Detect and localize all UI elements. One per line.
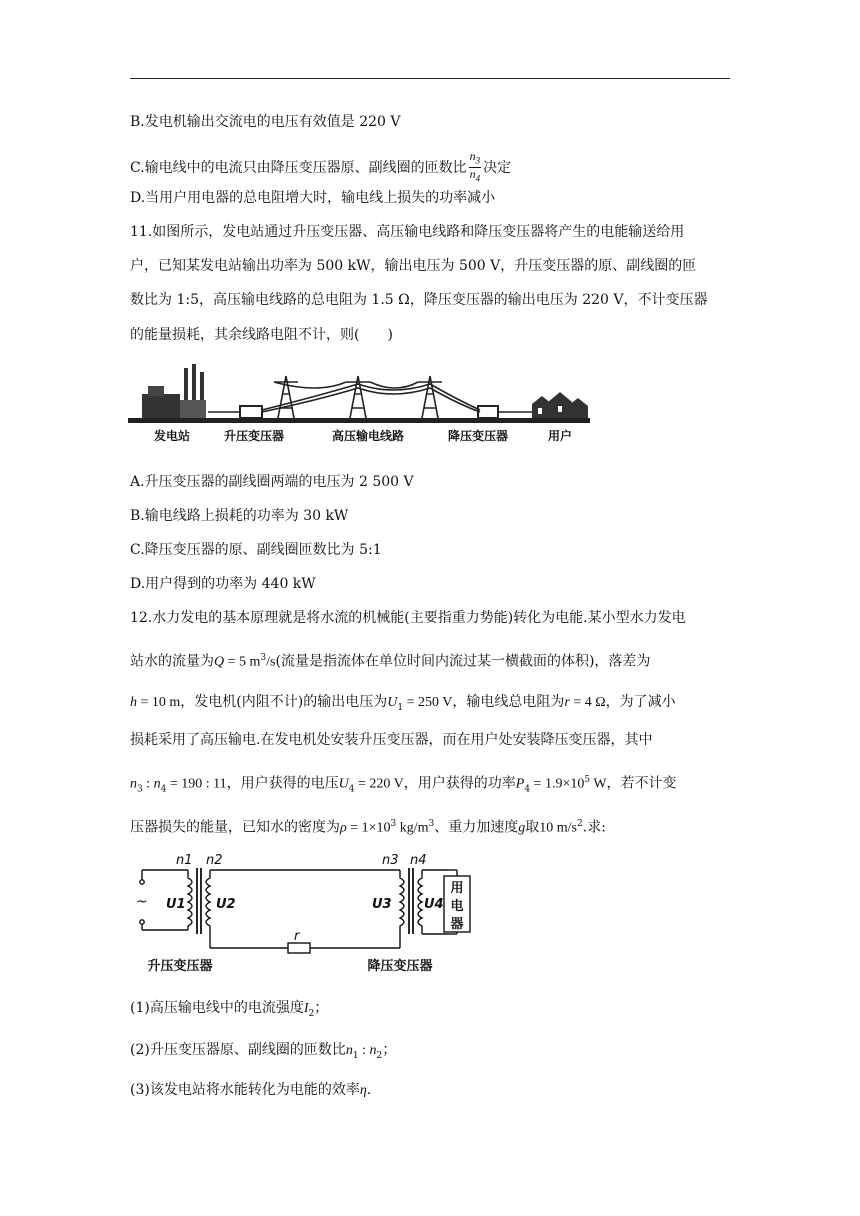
- power-unit: W: [590, 776, 607, 792]
- subscript: 4: [524, 784, 531, 795]
- turns-ratio-value: = 190 : 11: [166, 776, 227, 792]
- turns-symbol: n: [345, 1043, 353, 1058]
- step-up-transformer-icon: [208, 406, 262, 418]
- load-label-3: 器: [450, 917, 464, 932]
- subscript: 4: [160, 784, 167, 795]
- colon: :: [142, 776, 154, 792]
- figure-label-hv-line: 高压输电线路: [331, 429, 405, 443]
- power-transmission-figure: [128, 362, 592, 446]
- step-up-label: 升压变压器: [147, 959, 213, 974]
- ground-base: [128, 418, 590, 423]
- q10-option-c: [130, 150, 511, 186]
- label-U1: U1: [166, 897, 186, 912]
- subscript: 4: [348, 784, 355, 795]
- label-U4: U4: [424, 897, 444, 912]
- q10-option-c-text: C.输电线中的电流只由降压变压器原、副线圈的匝数比: [130, 159, 467, 176]
- q12-sub3: [130, 1080, 371, 1101]
- q12-sub3-text: (3)该发电站将水能转化为电能的效率: [130, 1082, 360, 1098]
- q12-sub2: [130, 1040, 396, 1066]
- turns-symbol: n: [153, 776, 161, 792]
- q12-stem-line1: 12.水力发电的基本原理就是将水流的机械能(主要指重力势能)转化为电能.某小型水力发电: [130, 610, 686, 626]
- step-down-transformer-icon: [478, 406, 532, 418]
- q12-stem-line2: [130, 648, 650, 673]
- q11-stem-line1: 11.如图所示，发电站通过升压变压器、高压输电线路和降压变压器将产生的电能输送给用: [130, 224, 685, 240]
- q12-stem-line3: [130, 692, 676, 718]
- q12-text: .求:: [582, 819, 606, 836]
- voltage-value: = 250 V: [403, 695, 453, 710]
- q12-text: ，若不计变: [606, 775, 677, 792]
- resistance-symbol: r: [564, 695, 570, 710]
- current-symbol: I: [303, 1001, 309, 1016]
- density-symbol: ρ: [340, 820, 347, 836]
- q12-sub1-tail: ；: [314, 1000, 329, 1016]
- q12-text: (流量是指流体在单位时间内流过某一横截面的体积)，落差为: [275, 653, 651, 670]
- efficiency-symbol: η: [359, 1083, 367, 1098]
- q12-sub2-tail: ；: [382, 1042, 397, 1058]
- fraction-numerator-sub: 3: [475, 155, 481, 166]
- exponent: 3: [390, 819, 397, 829]
- q11-option-d: D.用户得到的功率为 440 kW: [130, 576, 316, 592]
- q12-text: 站水的流量为: [130, 653, 214, 670]
- fraction-denominator-sub: 4: [475, 173, 481, 184]
- resistance-value: = 4 Ω: [569, 695, 606, 710]
- q12-text: 、重力加速度: [434, 819, 519, 836]
- density-value: = 1×10: [346, 820, 391, 836]
- subscript: 2: [376, 1050, 383, 1061]
- colon: :: [358, 1043, 370, 1058]
- power-symbol: P: [515, 776, 525, 792]
- q12-sub3-tail: .: [366, 1082, 372, 1098]
- q11-option-c: C.降压变压器的原、副线圈匝数比为 5:1: [130, 542, 382, 558]
- fraction-numerator: n: [469, 149, 476, 163]
- turns-symbol: n: [130, 776, 137, 792]
- transformer-circuit-diagram: [130, 852, 480, 976]
- label-U3: U3: [372, 897, 392, 912]
- q12-text: ，用户获得的电压: [226, 775, 339, 792]
- subscript: 1: [352, 1050, 359, 1061]
- q12-text: 压器损失的能量，已知水的密度为: [130, 819, 340, 836]
- q11-stem-line4: 的能量损耗，其余线路电阻不计，则( ): [130, 327, 393, 343]
- voltage-value: = 220 V: [354, 776, 404, 792]
- height-value: = 10 m: [137, 695, 181, 710]
- transmission-towers: [262, 376, 480, 418]
- label-n4: n4: [410, 853, 427, 868]
- figure-label-step-down: 降压变压器: [447, 429, 509, 443]
- figure-label-step-up: 升压变压器: [223, 429, 285, 443]
- q12-text: ，输电线总电阻为: [452, 694, 565, 710]
- exponent: 3: [260, 653, 267, 663]
- q12-sub2-text: (2)升压变压器原、副线圈的匝数比: [130, 1042, 346, 1058]
- power-station-icon: [142, 364, 206, 418]
- gravity-value: 10 m/s: [539, 820, 578, 836]
- turns-ratio-fraction: [469, 150, 482, 186]
- label-r: r: [294, 929, 300, 944]
- q10-option-b: B.发电机输出交流电的电压有效值是 220 V: [130, 114, 401, 130]
- figure-label-power-station: 发电站: [153, 429, 191, 443]
- load-label-1: 用: [450, 881, 464, 896]
- flow-rate-symbol: Q: [214, 654, 225, 670]
- subscript: 2: [308, 1008, 315, 1019]
- load-label-2: 电: [450, 899, 464, 914]
- flow-rate-value: = 5 m: [224, 654, 261, 670]
- q11-option-b: B.输电线路上损耗的功率为 30 kW: [130, 508, 349, 524]
- height-symbol: h: [130, 695, 137, 710]
- density-unit: kg/m: [396, 820, 429, 836]
- header-rule: [130, 78, 730, 79]
- voltage-symbol: U: [338, 776, 349, 792]
- q12-sub1-text: (1)高压输电线中的电流强度: [130, 1000, 304, 1016]
- q12-text: ，发电机(内阻不计)的输出电压为: [180, 694, 388, 710]
- label-n1: n1: [176, 853, 193, 868]
- gravity-symbol: g: [518, 820, 526, 836]
- flow-rate-unit: /s: [266, 654, 276, 670]
- step-down-label: 降压变压器: [367, 959, 433, 974]
- q11-option-a: A.升压变压器的副线圈两端的电压为 2 500 V: [130, 474, 414, 490]
- q12-sub1: [130, 998, 328, 1024]
- q10-option-d: D.当用户用电器的总电阻增大时，输电线上损失的功率减小: [130, 190, 496, 206]
- figure-label-users: 用户: [547, 429, 573, 443]
- ac-source-symbol: ~: [136, 894, 148, 910]
- q12-text: 取: [525, 819, 540, 836]
- label-U2: U2: [216, 897, 236, 912]
- user-houses-icon: [532, 392, 588, 418]
- q12-text: ，为了减小: [605, 694, 676, 710]
- power-value: = 1.9×10: [530, 776, 585, 792]
- turns-symbol: n: [369, 1043, 377, 1058]
- exponent: 3: [428, 819, 435, 829]
- q12-text: ，用户获得的功率: [403, 775, 516, 792]
- subscript: 3: [137, 784, 143, 795]
- subscript: 1: [397, 702, 404, 713]
- fraction-denominator: n: [469, 167, 476, 182]
- q12-stem-line5: [130, 770, 677, 799]
- label-n3: n3: [382, 853, 399, 868]
- voltage-symbol: U: [387, 695, 398, 710]
- label-n2: n2: [206, 853, 223, 868]
- q11-stem-line2: 户，已知某发电站输出功率为 500 kW，输出电压为 500 V，升压变压器的原、副线圈的匝: [130, 258, 697, 274]
- q10-option-c-tail: 决定: [483, 159, 512, 176]
- q12-stem-line4: 损耗采用了高压输电.在发电机处安装升压变压器，而在用户处安装降压变压器，其中: [130, 732, 653, 748]
- q11-stem-line3: 数比为 1:5，高压输电线路的总电阻为 1.5 Ω，降压变压器的输出电压为 220 V，不计变压器: [130, 292, 708, 308]
- q12-stem-line6: [130, 814, 606, 839]
- exponent: 5: [584, 775, 591, 785]
- exponent: 2: [577, 819, 583, 829]
